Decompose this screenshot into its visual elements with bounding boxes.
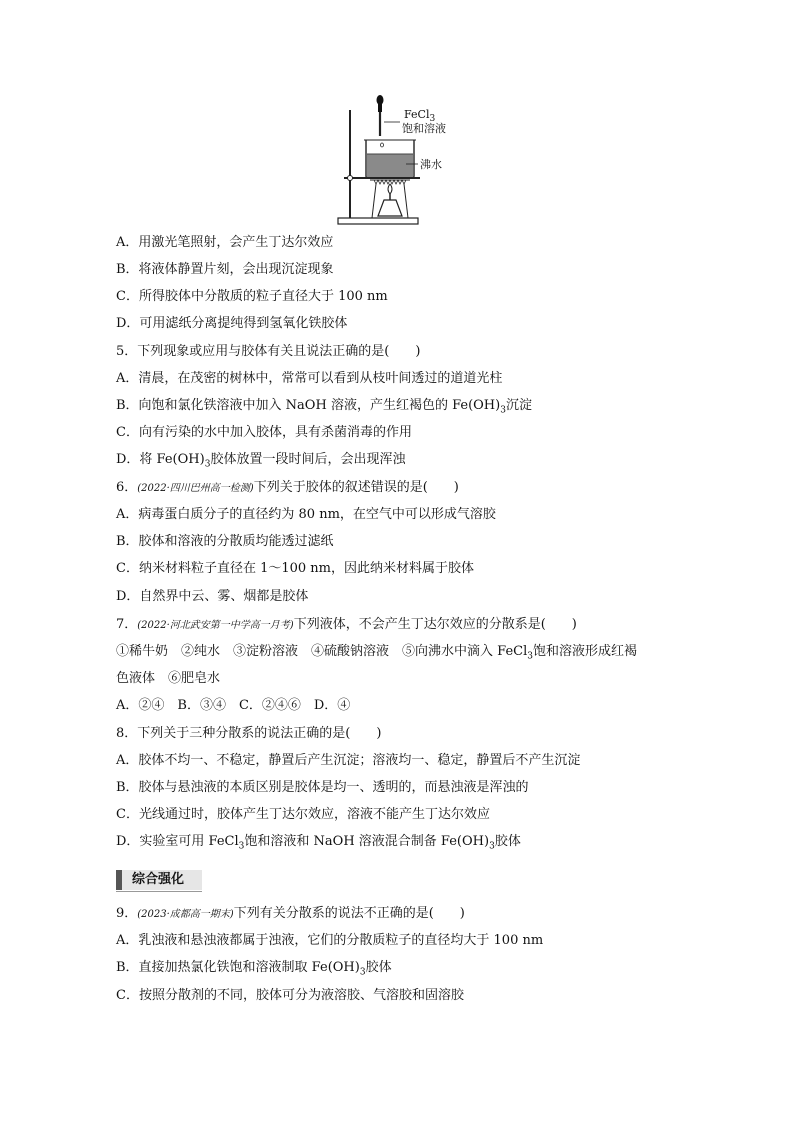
q8-option-d: D．实验室可用 FeCl$_3$饱和溶液和 NaOH 溶液混合制备 $Fe(OH)_3$胶体 [116,834,521,852]
q4-option-b: B．将液体静置片刻，会出现沉淀现象 [116,262,334,277]
q5-option-a: A．清晨，在茂密的树林中，常常可以看到从枝叶间透过的道道光柱 [116,371,503,386]
q4-option-a: A．用激光笔照射，会产生丁达尔效应 [116,235,334,250]
q5-option-b: B．向饱和氯化铁溶液中加入 NaOH 溶液，产生红褐色的 $Fe(OH)_3$沉淀 [116,398,532,416]
q5-option-c: C．向有污染的水中加入胶体，具有杀菌消毒的作用 [116,425,412,440]
q7-stem: 7．(2022·河北武安第一中学高一月考)下列液体，不会产生丁达尔效应的分散系是( ) [116,617,577,632]
q9-source: (2023·成都高一期末) [137,909,234,920]
section-rule [116,891,202,892]
q7-items-line2: 色液体 ⑥肥皂水 [116,671,221,686]
q4-option-c: C．所得胶体中分散质的粒子直径大于 100 nm [116,289,388,304]
q6-option-d: D．自然界中云、雾、烟都是胶体 [116,589,309,604]
q7-items: ①稀牛奶 ②纯水 ③淀粉溶液 ④硫酸钠溶液 ⑤向沸水中滴入 FeCl$_3$饱和溶液形成红褐 [116,644,637,662]
q6-stem: 6．(2022·四川巴州高一检测)下列关于胶体的叙述错误的是( ) [116,480,459,495]
q9-option-c: C．按照分散剂的不同，胶体可分为液溶胶、气溶胶和固溶胶 [116,988,464,1003]
q5-stem: 5．下列现象或应用与胶体有关且说法正确的是( ) [116,344,421,359]
q9-option-a: A．乳浊液和悬浊液都属于浊液，它们的分散质粒子的直径均大于 100 nm [116,933,544,948]
q9-option-b: B．直接加热氯化铁饱和溶液制取 $Fe(OH)_3$胶体 [116,960,392,978]
section-heading: 综合强化 [116,870,202,890]
q8-option-b: B．胶体与悬浊液的本质区别是胶体是均一、透明的，而悬浊液是浑浊的 [116,780,529,795]
q7-options: A．②④ B．③④ C．②④⑥ D．④ [116,698,351,713]
q8-option-c: C．光线通过时，胶体产生丁达尔效应，溶液不能产生丁达尔效应 [116,807,490,822]
q6-source: (2022·四川巴州高一检测) [137,483,254,494]
q8-option-a: A．胶体不均一、不稳定，静置后产生沉淀；溶液均一、稳定，静置后不产生沉淀 [116,753,581,768]
water-label: 沸水 [420,158,442,171]
q6-option-c: C．纳米材料粒子直径在 1～100 nm，因此纳米材料属于胶体 [116,561,474,576]
q7-source: (2022·河北武安第一中学高一月考) [137,620,294,631]
reagent-label: FeCl$_3$ [404,108,436,125]
q6-option-a: A．病毒蛋白质分子的直径约为 80 nm，在空气中可以形成气溶胶 [116,507,496,522]
q9-stem: 9．(2023·成都高一期末)下列有关分散系的说法不正确的是( ) [116,906,465,921]
q8-stem: 8．下列关于三种分散系的说法正确的是( ) [116,726,382,741]
apparatus-drawing [330,92,470,230]
q5-option-d: D．将 $Fe(OH)_3$胶体放置一段时间后，会出现浑浊 [116,452,406,470]
q4-option-d: D．可用滤纸分离提纯得到氢氧化铁胶体 [116,316,348,331]
reagent-label-2: 饱和溶液 [402,122,446,135]
apparatus-figure [330,92,470,230]
q6-option-b: B．胶体和溶液的分散质均能透过滤纸 [116,534,334,549]
